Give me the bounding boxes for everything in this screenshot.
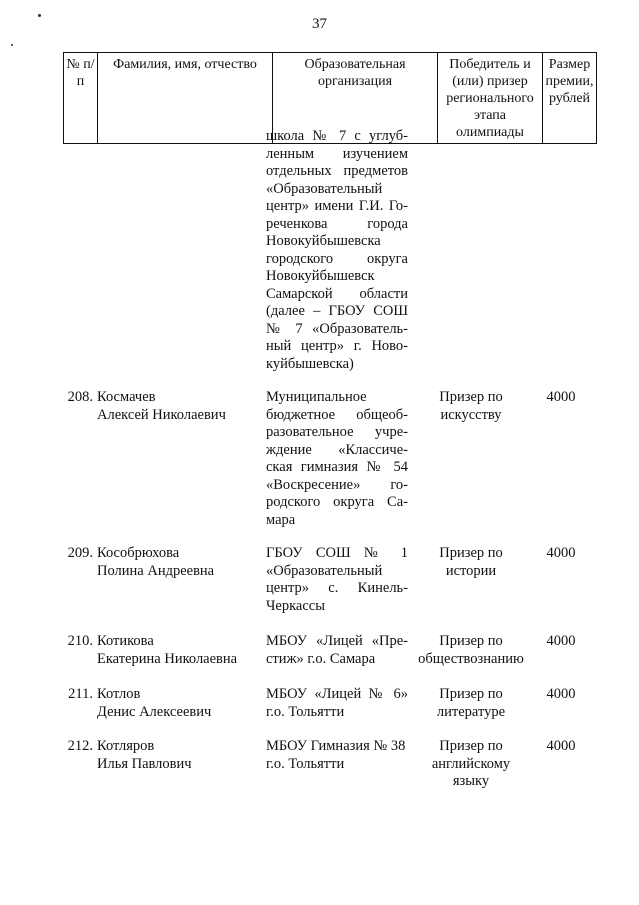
- org-line: центр» с. Кинель-: [266, 580, 408, 596]
- page-number: 37: [312, 16, 327, 32]
- row-name: [97, 633, 262, 668]
- winner-line: языку: [452, 773, 490, 789]
- org-line: ный центр» г. Ново-: [266, 338, 408, 354]
- org-line: ская гимназия № 54: [266, 459, 408, 475]
- org-line: городского округа: [266, 250, 408, 267]
- row-given-names: Денис Алексеевич: [97, 703, 212, 720]
- header-name: Фамилия, имя, отчество: [98, 53, 273, 144]
- header-number: № п/п: [64, 53, 98, 144]
- org-line: школа № 7 с углуб-: [266, 128, 408, 144]
- org-line: № 7 «Образователь-: [266, 320, 408, 337]
- org-line: «Образовательный: [266, 180, 383, 197]
- org-line: Черкассы: [266, 597, 325, 614]
- scan-speck: [11, 44, 13, 46]
- org-line: мара: [266, 511, 296, 528]
- winner-line: Призер по: [439, 686, 503, 702]
- row-organization: [266, 389, 408, 529]
- org-line: ГБОУ СОШ № 1: [266, 545, 408, 561]
- org-line: стиж» г.о. Самара: [266, 650, 376, 667]
- row-prize: 4000: [546, 545, 576, 561]
- row-number: 211.: [68, 686, 93, 702]
- row-given-names: Алексей Николаевич: [97, 406, 226, 423]
- org-line: Новокуйбышевска: [266, 233, 381, 249]
- org-line: Новокуйбышевск: [266, 268, 375, 284]
- row-surname: Котлов: [97, 686, 141, 702]
- org-line: Самарской области: [266, 285, 408, 302]
- org-line: г.о. Тольятти: [266, 755, 345, 772]
- row-winner: [412, 633, 530, 668]
- row-organization: [266, 633, 408, 668]
- org-line: разовательное учре-: [266, 424, 408, 440]
- winner-line: Призер по: [439, 738, 503, 754]
- org-line: родского округа Са-: [266, 494, 408, 510]
- row-surname: Котляров: [97, 738, 155, 754]
- row-prize: 4000: [546, 686, 576, 702]
- row-surname: Космачев: [97, 389, 156, 405]
- org-line: реченкова города: [266, 215, 408, 232]
- row-name: [97, 738, 262, 773]
- row-winner: [412, 545, 530, 580]
- row-number: 208.: [67, 389, 93, 405]
- org-line: МБОУ Гимназия № 38: [266, 738, 406, 754]
- org-line: ждение «Классиче-: [266, 441, 408, 458]
- row-prize: 4000: [546, 738, 576, 754]
- row-surname: Кособрюхова: [97, 545, 180, 561]
- org-line: МБОУ «Лицей № 6»: [266, 686, 408, 702]
- row-number: 210.: [67, 633, 93, 649]
- row-organization: [266, 545, 408, 615]
- scan-speck: [38, 14, 41, 17]
- row-name: [97, 389, 262, 424]
- row-surname: Котикова: [97, 633, 154, 649]
- row-winner: [412, 686, 530, 721]
- winner-line: Призер по: [439, 633, 503, 649]
- org-line: центр» имени Г.И. Го-: [266, 198, 408, 214]
- org-line: МБОУ «Лицей «Пре-: [266, 633, 408, 649]
- org-line: отдельных предметов: [266, 163, 408, 179]
- header-organization: Образовательная организация: [273, 53, 438, 144]
- row-name: [97, 545, 262, 580]
- row-organization: [266, 686, 408, 721]
- winner-line: истории: [445, 562, 497, 579]
- winner-line: английскому: [431, 755, 511, 772]
- winner-line: Призер по: [439, 389, 503, 405]
- org-line: куйбышевска): [266, 355, 354, 372]
- org-line: Муниципальное: [266, 389, 367, 405]
- row-given-names: Полина Андреевна: [97, 562, 215, 579]
- row-prize: 4000: [546, 633, 576, 649]
- winner-line: искусству: [440, 406, 502, 423]
- row-prize: 4000: [546, 389, 576, 405]
- org-line: бюджетное общеоб-: [266, 406, 408, 423]
- winner-line: Призер по: [439, 545, 503, 561]
- row-name: [97, 686, 262, 721]
- org-line: (далее – ГБОУ СОШ: [266, 303, 408, 319]
- org-line: ленным изучением: [266, 145, 408, 162]
- row-given-names: Илья Павлович: [97, 755, 192, 772]
- header-prize: Размер премии, рублей: [543, 53, 597, 144]
- winner-line: литературе: [436, 703, 506, 720]
- header-winner: Победитель и (или) призер регионального этапа олимпиады: [438, 53, 543, 144]
- row-winner: [412, 389, 530, 424]
- org-line: г.о. Тольятти: [266, 703, 345, 720]
- continuation-organization: [266, 128, 408, 373]
- row-winner: [412, 738, 530, 791]
- row-number: 212.: [67, 738, 93, 754]
- winner-line: обществознанию: [418, 650, 524, 667]
- org-line: «Образовательный: [266, 562, 383, 579]
- row-given-names: Екатерина Николаевна: [97, 650, 238, 667]
- row-organization: [266, 738, 408, 773]
- org-line: «Воскресение» го-: [266, 476, 408, 493]
- row-number: 209.: [67, 545, 93, 561]
